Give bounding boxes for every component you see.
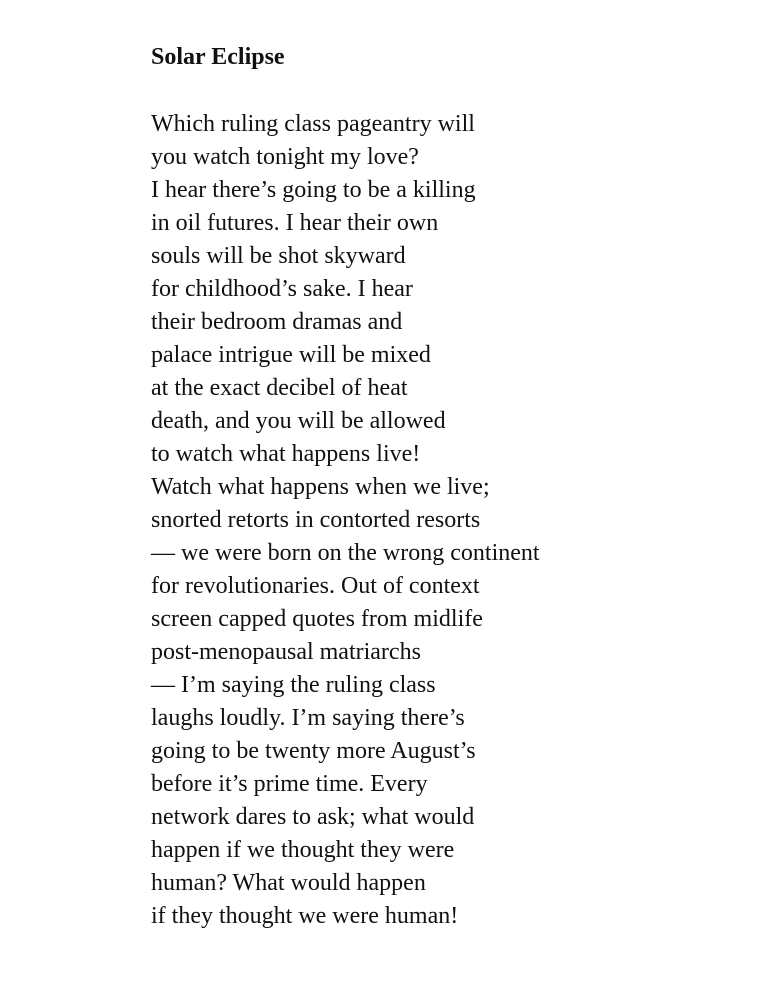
poem-line: human? What would happen xyxy=(151,870,426,896)
poem-line: screen capped quotes from midlife xyxy=(151,606,483,632)
poem-line: death, and you will be allowed xyxy=(151,408,446,434)
poem-line: — I’m saying the ruling class xyxy=(151,672,436,698)
poem-line: souls will be shot skyward xyxy=(151,243,406,269)
poem-line: snorted retorts in contorted resorts xyxy=(151,507,481,533)
poem-line: I hear there’s going to be a killing xyxy=(151,177,476,203)
poem-line: — we were born on the wrong continent xyxy=(151,540,540,566)
poem-title: Solar Eclipse xyxy=(151,44,285,70)
poem-line: palace intrigue will be mixed xyxy=(151,342,431,368)
poem-line: for childhood’s sake. I hear xyxy=(151,276,413,302)
poem-line: Watch what happens when we live; xyxy=(151,474,490,500)
poem-line: at the exact decibel of heat xyxy=(151,375,408,401)
poem-line: network dares to ask; what would xyxy=(151,804,475,830)
poem-line: their bedroom dramas and xyxy=(151,309,403,335)
poem-body xyxy=(151,108,540,933)
poem-line: Which ruling class pageantry will xyxy=(151,111,475,137)
poem-line: happen if we thought they were xyxy=(151,837,455,863)
poem-line: you watch tonight my love? xyxy=(151,144,419,170)
poem-line: for revolutionaries. Out of context xyxy=(151,573,480,599)
poem-line: before it’s prime time. Every xyxy=(151,771,428,797)
poem-line: to watch what happens live! xyxy=(151,441,421,467)
poem-line: laughs loudly. I’m saying there’s xyxy=(151,705,465,731)
poem-line: if they thought we were human! xyxy=(151,903,459,929)
poem-line: going to be twenty more August’s xyxy=(151,738,476,764)
poem-line: post-menopausal matriarchs xyxy=(151,639,421,665)
poem-line: in oil futures. I hear their own xyxy=(151,210,439,236)
